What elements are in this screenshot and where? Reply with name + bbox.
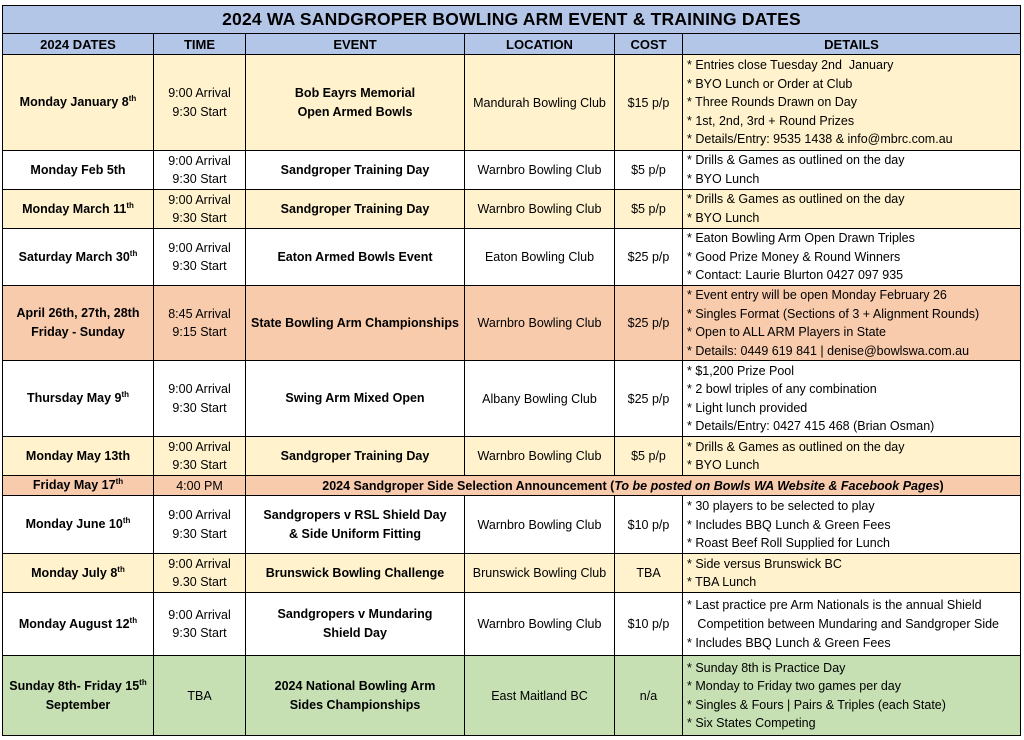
- table-row: [3, 593, 1021, 656]
- event-name: Sandgroper Training Day: [280, 162, 430, 177]
- table-row: [3, 229, 1021, 286]
- cost-cell: TBA: [615, 554, 683, 593]
- details-cell: [683, 229, 1021, 286]
- location-cell: Warnbro Bowling Club: [465, 190, 615, 229]
- event-name: Sandgroper Training Day: [280, 201, 430, 216]
- header-location: LOCATION: [465, 34, 615, 55]
- cost-cell: $5 p/p: [615, 151, 683, 190]
- arrival-time: TBA: [187, 688, 212, 703]
- cost-cell: $10 p/p: [615, 496, 683, 554]
- date-text: Monday March 11: [22, 201, 127, 216]
- arrival-time: 9:00 Arrival: [168, 607, 231, 622]
- time-cell: [154, 229, 246, 286]
- date-cell: [3, 593, 154, 656]
- date-line: [3, 389, 153, 408]
- event-name: State Bowling Arm Championships: [251, 315, 459, 330]
- start-time: 9:30 Start: [172, 104, 227, 119]
- date-line: [3, 515, 153, 534]
- date-text: Monday January 8: [19, 95, 129, 109]
- detail-line: * 1st, 2nd, 3rd + Round Prizes: [687, 113, 855, 128]
- event-name: Sandgropers v Mundaring: [277, 607, 433, 622]
- header-event: EVENT: [246, 34, 465, 55]
- details-cell: [683, 286, 1021, 361]
- time-cell: [154, 151, 246, 190]
- arrival-time: 9:00 Arrival: [168, 556, 231, 571]
- start-time: 9:30 Start: [172, 458, 227, 473]
- detail-line: * Good Prize Money & Round Winners: [687, 249, 901, 264]
- details-cell: [683, 190, 1021, 229]
- date-line: [3, 615, 153, 634]
- date-suffix: th: [117, 564, 125, 574]
- location-cell: Mandurah Bowling Club: [465, 55, 615, 151]
- date-text: Thursday May 9: [26, 391, 122, 406]
- cost-cell: n/a: [615, 656, 683, 736]
- event-name: 2024 National Bowling Arm: [274, 678, 436, 693]
- date-text: Monday May 13th: [25, 448, 131, 463]
- header-cost: COST: [615, 34, 683, 55]
- date-line-2: September: [45, 697, 111, 712]
- table-row: [3, 55, 1021, 151]
- start-time: 9:30 Start: [172, 400, 227, 415]
- event-cell: [246, 151, 465, 190]
- schedule: [2, 5, 1020, 736]
- date-line: [3, 200, 153, 219]
- detail-line: * Drills & Games as outlined on the day: [687, 153, 905, 168]
- time-cell: [154, 656, 246, 736]
- location-cell: Warnbro Bowling Club: [465, 496, 615, 554]
- event-name: Sandgroper Training Day: [280, 448, 430, 463]
- table-row: [3, 286, 1021, 361]
- event-cell: [246, 656, 465, 736]
- date-text: Monday August 12: [18, 616, 130, 631]
- arrival-time: 9:00 Arrival: [168, 240, 231, 255]
- announcement-text: [246, 476, 1021, 496]
- date-text: Monday July 8: [31, 565, 118, 580]
- cost-cell: $25 p/p: [615, 361, 683, 437]
- event-cell: [246, 554, 465, 593]
- table-row: [3, 361, 1021, 437]
- arrival-time: 9:00 Arrival: [168, 192, 231, 207]
- date-line: [3, 304, 153, 323]
- time-cell: [154, 554, 246, 593]
- table-row: [3, 554, 1021, 593]
- details-cell: [683, 554, 1021, 593]
- detail-line: * BYO Lunch: [687, 458, 760, 473]
- announcement-main: 2024 Sandgroper Side Selection Announcement (: [322, 478, 615, 493]
- cost-cell: $15 p/p: [615, 55, 683, 151]
- date-line: [3, 677, 153, 696]
- start-time: 9:15 Start: [172, 325, 227, 340]
- detail-line: * Drills & Games as outlined on the day: [687, 192, 905, 207]
- date-cell: [3, 496, 154, 554]
- arrival-time: 8:45 Arrival: [168, 306, 231, 321]
- arrival-time: 9:00 Arrival: [168, 153, 231, 168]
- date-cell: [3, 229, 154, 286]
- date-cell: [3, 190, 154, 229]
- time-cell: [154, 496, 246, 554]
- date-cell: [3, 361, 154, 437]
- details-cell: [683, 593, 1021, 656]
- detail-line: Competition between Mundaring and Sandgroper Side: [687, 617, 1000, 632]
- details-cell: [683, 656, 1021, 736]
- event-name: Brunswick Bowling Challenge: [265, 565, 445, 580]
- location-cell: Brunswick Bowling Club: [465, 554, 615, 593]
- cost-cell: $25 p/p: [615, 229, 683, 286]
- time-cell: [154, 286, 246, 361]
- date-line: [3, 248, 153, 267]
- time-cell: [154, 55, 246, 151]
- details-cell: [683, 361, 1021, 437]
- event-cell: [246, 229, 465, 286]
- location-cell: Warnbro Bowling Club: [465, 437, 615, 476]
- location-cell: Warnbro Bowling Club: [465, 151, 615, 190]
- date-suffix: th: [128, 93, 137, 103]
- date-suffix: th: [121, 390, 130, 400]
- table-row: [3, 190, 1021, 229]
- detail-line: * Eaton Bowling Arm Open Drawn Triples: [687, 231, 915, 246]
- detail-line: * Entries close Tuesday 2nd January: [687, 58, 894, 73]
- event-cell: [246, 361, 465, 437]
- detail-line: * Side versus Brunswick BC: [687, 556, 842, 571]
- time-cell: [154, 593, 246, 656]
- announcement-row: [3, 476, 1021, 496]
- date-cell: [3, 286, 154, 361]
- detail-line: * BYO Lunch: [687, 211, 760, 225]
- details-cell: [683, 496, 1021, 554]
- announcement-close: ): [939, 478, 944, 493]
- detail-line: * Light lunch provided: [687, 400, 808, 415]
- detail-line: * Open to ALL ARM Players in State: [687, 325, 886, 340]
- date-line: [3, 447, 153, 466]
- date-suffix: th: [139, 677, 147, 687]
- event-cell: [246, 496, 465, 554]
- detail-line: * BYO Lunch or Order at Club: [687, 76, 853, 91]
- date-text: Monday Feb 5th: [30, 162, 126, 177]
- detail-line: * Roast Beef Roll Supplied for Lunch: [687, 536, 890, 551]
- date-line: [3, 564, 153, 583]
- detail-line: * 30 players to be selected to play: [687, 498, 875, 513]
- announcement-note: To be posted on Bowls WA Website & Facebook Pages: [614, 478, 940, 493]
- detail-line: * BYO Lunch: [687, 172, 760, 186]
- date-suffix: th: [115, 477, 124, 487]
- time-cell: [154, 190, 246, 229]
- table-row: [3, 496, 1021, 554]
- arrival-time: 9:00 Arrival: [168, 508, 231, 523]
- event-name: Sandgropers v RSL Shield Day: [263, 507, 447, 522]
- location-cell: Albany Bowling Club: [465, 361, 615, 437]
- details-cell: [683, 55, 1021, 151]
- cost-cell: $5 p/p: [615, 437, 683, 476]
- arrival-time: 9:00 Arrival: [168, 439, 231, 454]
- date-text: Monday June 10: [25, 517, 123, 532]
- arrival-time: 9:00 Arrival: [168, 86, 231, 100]
- time-cell: [154, 437, 246, 476]
- table-row: [3, 437, 1021, 476]
- detail-line: * Event entry will be open Monday February 26: [687, 288, 947, 302]
- start-time: 9:30 Start: [172, 259, 227, 273]
- date-text: Friday May 17: [32, 478, 116, 493]
- detail-line: * $1,200 Prize Pool: [687, 363, 795, 378]
- header-row: [3, 34, 1021, 55]
- cost-cell: $5 p/p: [615, 190, 683, 229]
- date-cell: [3, 151, 154, 190]
- date-line: [3, 93, 153, 112]
- detail-line: * Details/Entry: 0427 415 468 (Brian Osman): [687, 419, 935, 434]
- detail-line: * Includes BBQ Lunch & Green Fees: [687, 517, 891, 532]
- detail-line: * Singles Format (Sections of 3 + Alignment Rounds): [687, 306, 980, 321]
- detail-line: * Details/Entry: 9535 1438 & info@mbrc.com.au: [687, 132, 953, 147]
- details-cell: [683, 151, 1021, 190]
- event-cell: [246, 437, 465, 476]
- detail-line: * Sunday 8th is Practice Day: [687, 660, 846, 675]
- date-suffix: th: [122, 516, 131, 526]
- detail-line: * Three Rounds Drawn on Day: [687, 95, 857, 110]
- header-dates: 2024 DATES: [3, 34, 154, 55]
- date-text: April 26th, 27th, 28th: [16, 306, 140, 321]
- schedule-table: [2, 5, 1021, 736]
- start-time: 9:30 Start: [172, 626, 227, 641]
- detail-line: * Last practice pre Arm Nationals is the annual Shield: [687, 598, 982, 613]
- cost-cell: $10 p/p: [615, 593, 683, 656]
- date-line-2: Friday - Sunday: [31, 325, 125, 340]
- event-name: Bob Eayrs Memorial: [294, 85, 416, 100]
- location-cell: Warnbro Bowling Club: [465, 593, 615, 656]
- date-line: [3, 161, 153, 180]
- event-name-2: & Side Uniform Fitting: [289, 526, 421, 541]
- date-cell: [3, 476, 154, 496]
- detail-line: * Contact: Laurie Blurton 0427 097 935: [687, 268, 904, 283]
- details-cell: [683, 437, 1021, 476]
- table-row: [3, 151, 1021, 190]
- time-cell: [154, 476, 246, 496]
- arrival-time: 9:00 Arrival: [168, 382, 231, 397]
- date-suffix: th: [129, 615, 138, 625]
- date-cell: [3, 554, 154, 593]
- location-cell: Eaton Bowling Club: [465, 229, 615, 286]
- date-text: Sunday 8th- Friday 15: [9, 678, 140, 693]
- detail-line: * Singles & Fours | Pairs & Triples (each State): [687, 697, 946, 712]
- event-name: Eaton Armed Bowls Event: [277, 249, 433, 264]
- event-name: Swing Arm Mixed Open: [285, 391, 425, 406]
- detail-line: * Includes BBQ Lunch & Green Fees: [687, 635, 891, 650]
- start-time: 9.30 Start: [172, 575, 227, 590]
- header-details: DETAILS: [683, 34, 1021, 55]
- start-time: 9:30 Start: [172, 526, 227, 541]
- start-time: 9:30 Start: [172, 211, 227, 225]
- date-suffix: th: [129, 248, 138, 258]
- detail-line: * Drills & Games as outlined on the day: [687, 439, 905, 454]
- event-cell: [246, 190, 465, 229]
- start-time: 9:30 Start: [172, 172, 227, 186]
- page-title: 2024 WA SANDGROPER BOWLING ARM EVENT & TRAINING DATES: [3, 6, 1021, 34]
- time-text: 4:00 PM: [176, 478, 223, 493]
- table-row: [3, 656, 1021, 736]
- cost-cell: $25 p/p: [615, 286, 683, 361]
- detail-line: * Details: 0449 619 841 | denise@bowlswa.com.au: [687, 343, 970, 358]
- detail-line: * TBA Lunch: [687, 575, 757, 590]
- date-text: Saturday March 30: [18, 249, 130, 264]
- date-cell: [3, 656, 154, 736]
- detail-line: * 2 bowl triples of any combination: [687, 382, 877, 397]
- time-cell: [154, 361, 246, 437]
- location-cell: East Maitland BC: [465, 656, 615, 736]
- date-cell: [3, 437, 154, 476]
- event-cell: [246, 593, 465, 656]
- header-time: TIME: [154, 34, 246, 55]
- event-cell: [246, 55, 465, 151]
- event-name-2: Shield Day: [323, 626, 387, 641]
- date-cell: [3, 55, 154, 151]
- detail-line: * Six States Competing: [687, 716, 816, 731]
- event-name-2: Sides Championships: [289, 697, 421, 712]
- location-cell: Warnbro Bowling Club: [465, 286, 615, 361]
- detail-line: * Monday to Friday two games per day: [687, 679, 901, 694]
- event-name-2: Open Armed Bowls: [297, 104, 413, 119]
- date-suffix: th: [126, 200, 134, 210]
- event-cell: [246, 286, 465, 361]
